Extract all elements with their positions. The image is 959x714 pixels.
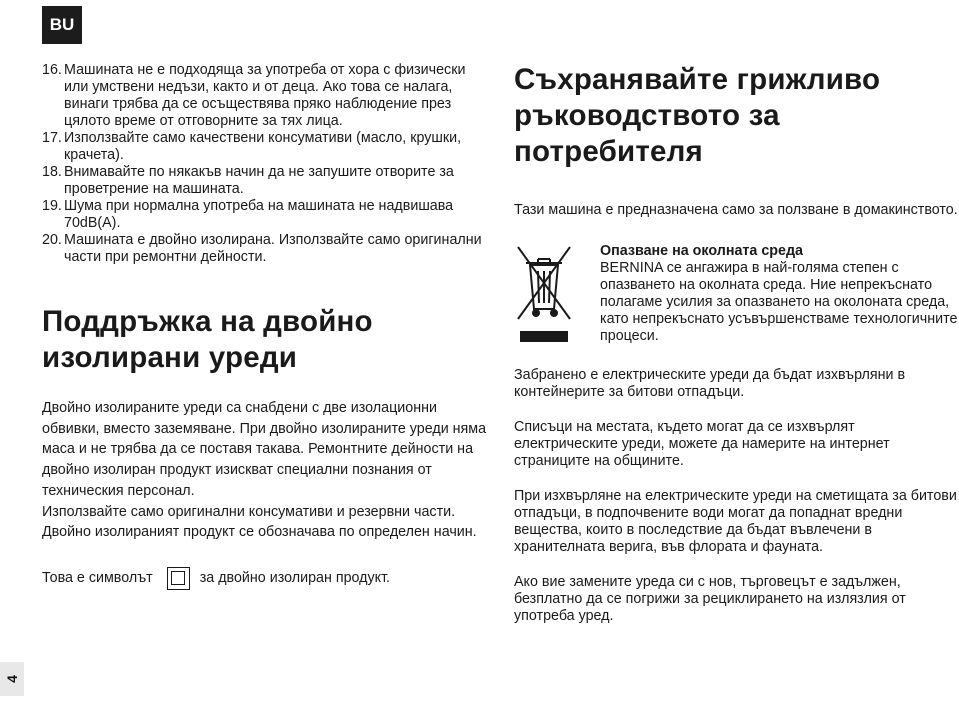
list-item: 17. Използвайте само качествени консумативи (масло, крушки, крачета).	[42, 130, 462, 163]
list-item: 18. Внимавайте по някакъв начин да не запушите отворите за проветрение на машината.	[42, 164, 454, 197]
paragraph: Забранено е електрическите уреди да бъдат изхвърляни в контейнерите за битови отпадъци.	[514, 367, 906, 400]
paragraph: Двойно изолираните уреди са снабдени с две изолационни обвивки, вместо заземяване. При двойно изолираните уреди няма маса и не трябва да се поставя такава. Ремонтните дейности на двойно изолиран продукт изискват специални познания от техническия персонал.	[42, 400, 487, 499]
right-column	[514, 62, 959, 641]
symbol-label-after: за двойно изолиран продукт.	[199, 570, 391, 587]
environment-heading: Опазване на околната среда	[600, 243, 803, 259]
paragraph: Ако вие замените уреда си с нов, търговецът е задължен, безплатно да се погрижи за рециклирането на излязлия от употреба уред.	[514, 574, 906, 624]
safety-list	[42, 62, 492, 266]
paragraph: Използвайте само оригинални консумативи и резервни части.	[42, 503, 456, 520]
paragraph: Двойно изолираният продукт се обозначава по определен начин.	[42, 524, 477, 541]
page-number: 4	[3, 675, 20, 683]
paragraph: Списъци на местата, където могат да се изхвърлят електрическите уреди, можете да намерите на интернет страниците на общините.	[514, 419, 890, 469]
list-item: 16. Машината не е подходяща за употреба от хора с физически или умствени недъзи, както и от деца. Ако това се налага, винаги трябва да се осъществява пряко наблюдение през цялото време от отговорните за тях лица.	[42, 62, 466, 129]
list-item: 19. Шума при нормална употреба на машината не надвишава 70dB(A).	[42, 198, 454, 231]
left-column	[42, 62, 492, 590]
language-tab: BU	[42, 6, 82, 44]
disposal-info	[514, 367, 959, 625]
household-use-note: Тази машина е предназначена само за ползване в домакинството.	[514, 202, 958, 218]
double-insulation-body	[42, 398, 492, 543]
environment-paragraph: Опазване на околната среда BERNINA се ангажира в най-голяма степен с опазването на околната среда. Ние непрекъснато полагаме усилия за опазването на околоната среда, като непрекъснато усъвършенстваме технологичните процеси.	[600, 243, 958, 344]
double-square-icon	[167, 567, 190, 590]
double-insulation-heading: Поддръжка на двойно изолирани уреди	[42, 305, 373, 374]
environment-text	[600, 243, 959, 361]
crossed-out-wheelie-bin-icon	[514, 243, 574, 361]
environment-section	[514, 243, 959, 361]
paragraph: При изхвърляне на електрическите уреди на сметищата за битови отпадъци, в подпочвените води могат да попаднат вредни вещества, които в последствие да бъдат въвлечени в хранителната верига, във флората и фауната.	[514, 488, 957, 555]
symbol-row	[42, 567, 492, 590]
list-item: 20. Машината е двойно изолирана. Използвайте само оригинални части при ремонтни дейности.	[42, 232, 482, 265]
symbol-label-before: Това е символът	[42, 570, 153, 587]
keep-manual-heading: Съхранявайте грижливо ръководството за потребителя	[514, 63, 881, 168]
page-number-tab	[0, 662, 24, 696]
